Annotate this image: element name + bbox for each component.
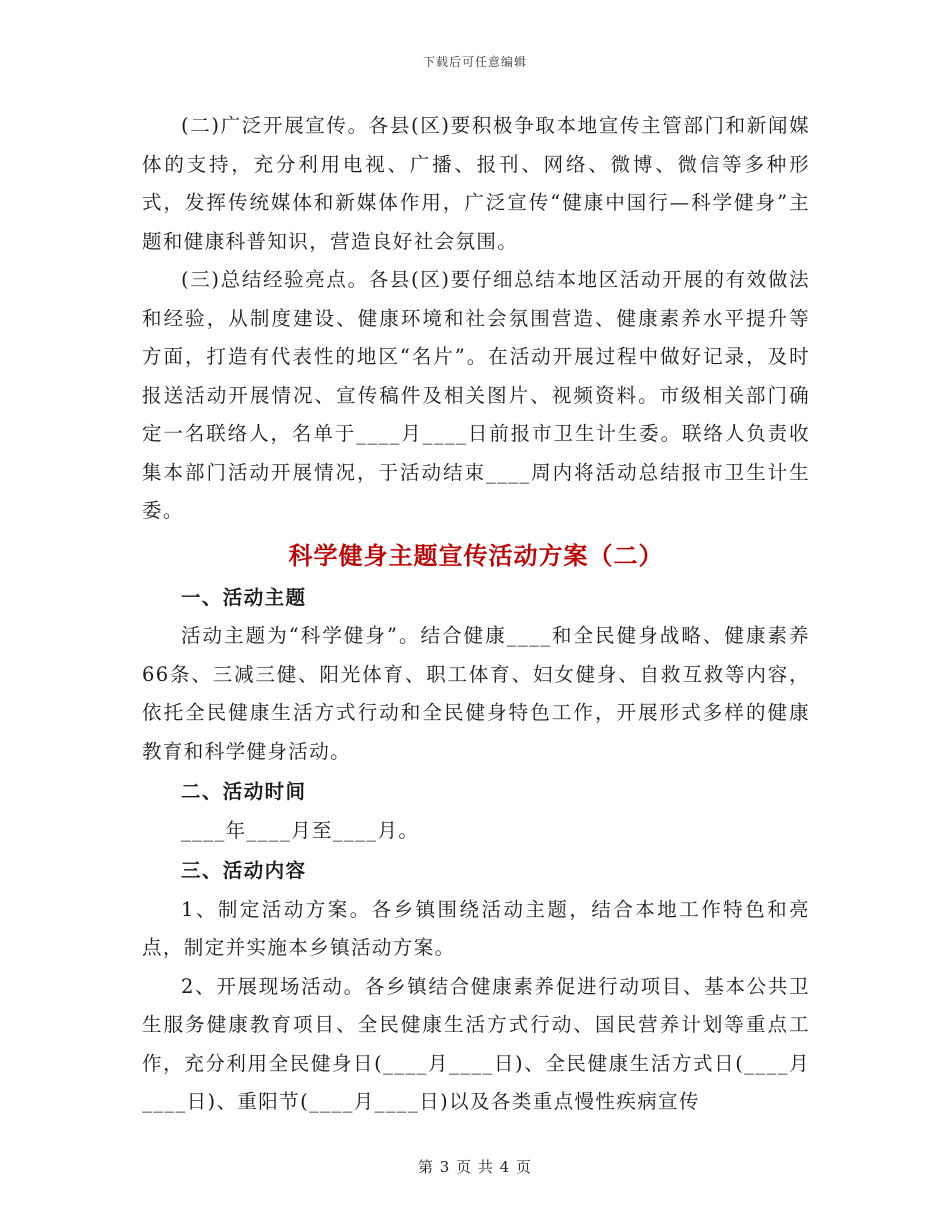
paragraph-content-item-2: 2、开展现场活动。各乡镇结合健康素养促进行动项目、基本公共卫生服务健康教育项目、全民健康生活方式行动、国民营养计划等重点工作，充分利用全民健身日(____月____日)、全民健康生活方式日(____月____日)、重阳节(____月____日)以及各类重点慢性疾病宣传 [142, 974, 810, 1113]
section-heading-content: 三、活动内容 [181, 859, 307, 882]
page-footer-number: 第 3 页 共 4 页 [418, 1158, 532, 1176]
document-body [142, 107, 810, 1122]
paragraph-time: ____年____月至____月。 [181, 818, 420, 842]
paragraph-publicity: (二)广泛开展宣传。各县(区)要积极争取本地宣传主管部门和新闻媒体的支持，充分利用电视、广播、报刊、网络、微博、微信等多种形式，发挥传统媒体和新媒体作用，广泛宣传“健康中国行—科学健身”主题和健康科普知识，营造良好社会氛围。 [142, 114, 810, 253]
section-heading-time: 二、活动时间 [181, 780, 307, 803]
page-header-note: 下载后可任意编辑 [422, 55, 527, 69]
section-heading-theme: 一、活动主题 [181, 585, 307, 609]
paragraph-content-item-1: 1、制定活动方案。各乡镇围绕活动主题，结合本地工作特色和亮点，制定并实施本乡镇活动方案。 [142, 897, 810, 959]
paragraph-summary: (三)总结经验亮点。各县(区)要仔细总结本地区活动开展的有效做法和经验，从制度建设、健康环境和社会氛围营造、健康素养水平提升等方面，打造有代表性的地区“名片”。在活动开展过程中做好记录，及时报送活动开展情况、宣传稿件及相关图片、视频资料。市级相关部门确定一名联络人，名单于____月____日前报市卫生计生委。联络人负责收集本部门活动开展情况，于活动结束____周内将活动总结报市卫生计生委。 [142, 268, 810, 522]
paragraph-theme: 活动主题为“科学健身”。结合健康____和全民健身战略、健康素养66条、三减三健、阳光体育、职工体育、妇女健身、自救互救等内容，依托全民健康生活方式行动和全民健身特色工作，开展形式多样的健康教育和科学健身活动。 [142, 624, 810, 763]
document-title: 科学健身主题宣传活动方案（二） [288, 540, 664, 570]
